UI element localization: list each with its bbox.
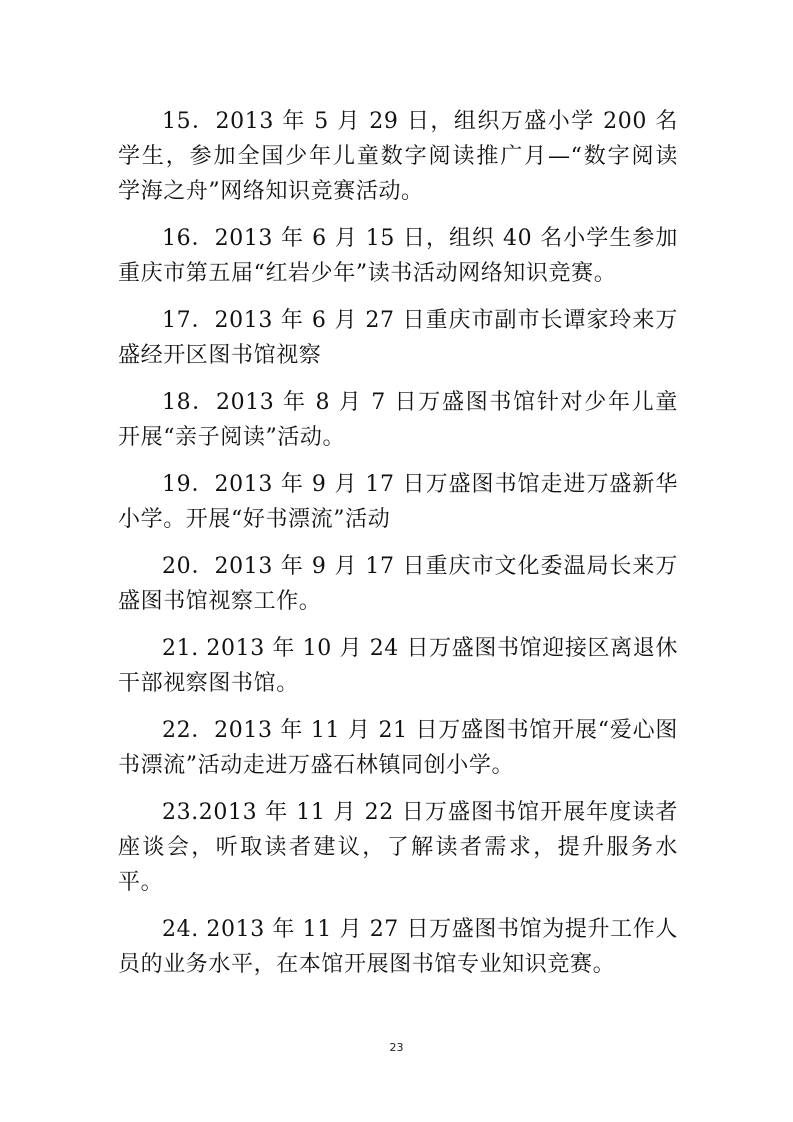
entry-24: 24. 2013 年 11 月 27 日万盛图书馆为提升工作人员的业务水平，在本馆开展图书馆专业知识竞赛。 xyxy=(118,917,678,977)
entry-18: 18．2013 年 8 月 7 日万盛图书馆针对少年儿童开展“亲子阅读”活动。 xyxy=(118,390,678,450)
entry-22: 22．2013 年 11 月 21 日万盛图书馆开展“爱心图书漂流”活动走进万盛石林镇同创小学。 xyxy=(118,718,678,778)
entry-16: 16．2013 年 6 月 15 日，组织 40 名小学生参加重庆市第五届“红岩少年”读书活动网络知识竞赛。 xyxy=(118,226,678,286)
entry-19: 19．2013 年 9 月 17 日万盛图书馆走进万盛新华小学。开展“好书漂流”活动 xyxy=(118,472,678,532)
entry-17: 17．2013 年 6 月 27 日重庆市副市长谭家玲来万盛经开区图书馆视察 xyxy=(118,308,678,368)
page-number: 23 xyxy=(389,1041,404,1054)
entry-list xyxy=(118,104,678,994)
entry-23: 23.2013 年 11 月 22 日万盛图书馆开展年度读者座谈会，听取读者建议，了解读者需求，提升服务水平。 xyxy=(118,800,678,895)
entry-21: 21. 2013 年 10 月 24 日万盛图书馆迎接区离退休干部视察图书馆。 xyxy=(118,636,678,696)
entry-15: 15．2013 年 5 月 29 日，组织万盛小学 200 名学生，参加全国少年儿童数字阅读推广月—“数字阅读 学海之舟”网络知识竞赛活动。 xyxy=(118,109,678,204)
entry-20: 20．2013 年 9 月 17 日重庆市文化委温局长来万盛图书馆视察工作。 xyxy=(118,554,678,614)
